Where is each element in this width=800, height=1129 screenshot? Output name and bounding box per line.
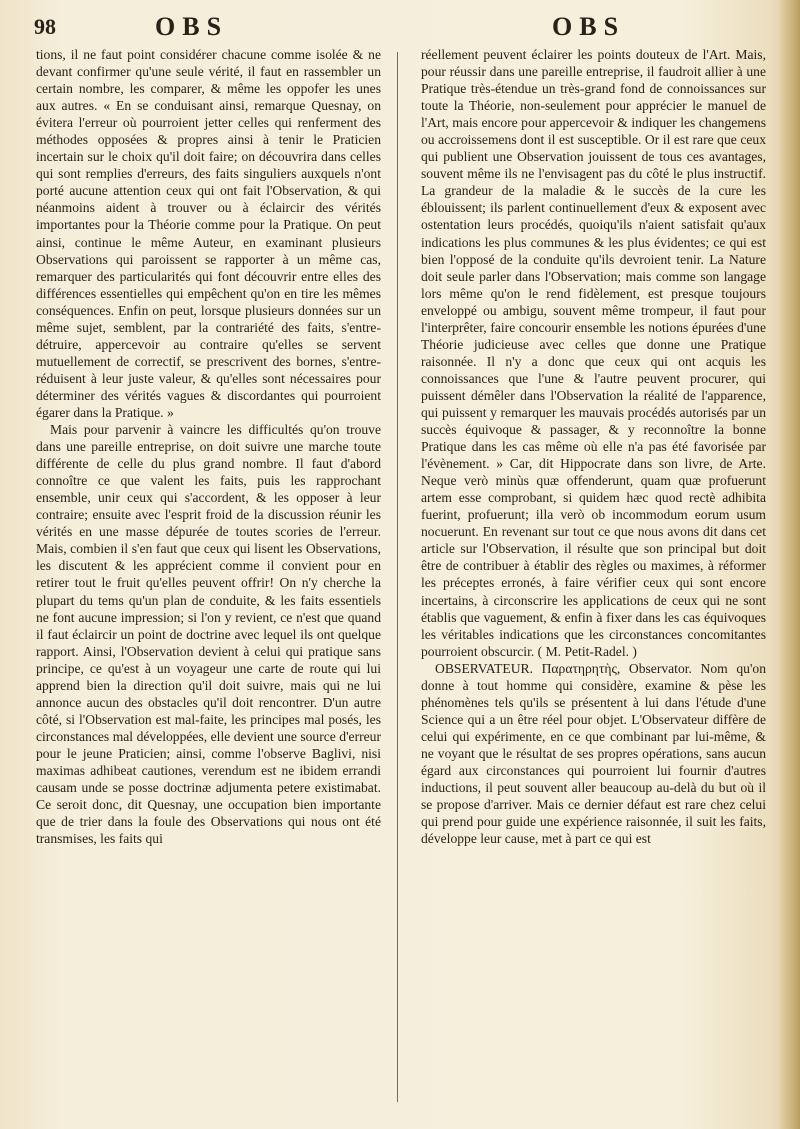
paragraph: OBSERVATEUR. Παρατηρητὴς, Observator. Nom qu'on donne à tout homme qui considère, examine & pèse les phénomènes tels qu'ils se présentent à lui dans l'étude d'une Science qui a un être réel pour objet. L'Observateur diffère de celui qui expérimente, en ce que combinant par lui-même, & ne voyant que le résultat de ses propres opérations, sans aucun égard aux circonstances qui pourroient lui fournir d'autres inductions, il peut souvent aller beaucoup au-delà du but où il se propose d'arriver. Mais ce dernier défaut est rare chez celui qui prend pour guide une expérience raisonnée, il suit les faits, développe leur cause, met à part ce qui est	[421, 660, 766, 847]
right-text-column	[421, 46, 766, 847]
page-edge-shadow	[778, 0, 800, 1129]
running-head-left: OBS	[155, 12, 229, 41]
page-header	[30, 8, 775, 42]
page-number: 98	[34, 14, 56, 39]
column-divider	[397, 52, 398, 1102]
paragraph: Mais pour parvenir à vaincre les difficultés qu'on trouve dans une pareille entreprise, on doit suivre une marche toute différente de celle du plus grand nombre. Il faut d'abord connoître ce que valent les faits, puis les rapprochant ensemble, unir ceux qui s'accordent, & les opposer à leur contraire; ensuite avec l'esprit froid de la discussion réunir les vérités en une masse dépurée de toutes scories de l'erreur. Mais, combien il s'en faut que ceux qui lisent les Observations, les discutent & les apprécient comme il convient pour en retirer tout le fruit qu'elles peuvent offrir! On n'y cherche la plupart du tems qu'un plan de conduite, & les faits essentiels ne font aucune impression; si l'on y revient, ce n'est que quand il faut éclaircir un point de doctrine avec lequel ils ont quelque rapport. Ainsi, l'Observation devient à celui qui pratique sans principe, ce qu'est à un voyageur une carte de route qui lui apprend bien la direction qu'il doit suivre, mais qui ne lui annonce aucun des obstacles qu'il doit rencontrer. D'un autre côté, si l'Observation est mal-faite, les principes mal posés, les circonstances mal développées, elle devient une source d'erreur pour le jeune Praticien; ainsi, comme l'observe Baglivi, nisi maximas adhibeat cautiones, verendum est ne ibidem errandi causam unde se posse doctrinæ adjumenta petere existimabat. Ce seroit donc, dit Quesnay, une occupation bien importante que de trier dans la foule des Observations qui nous ont été transmises, les faits qui	[36, 422, 381, 847]
running-head-right: OBS	[552, 12, 626, 41]
left-text-column	[36, 46, 381, 847]
paragraph: réellement peuvent éclairer les points douteux de l'Art. Mais, pour réussir dans une pareille entreprise, il faudroit allier à une Pratique très-étendue un très-grand fond de connoissances sur toute la Théorie, non-seulement pour apprécier le manuel de l'Art, mais encore pour appercevoir & indiquer les changemens ou accroissemens dont il est susceptible. Or il est rare que ceux qui publient une Observation jouissent de tous ces avantages, souvent même ils ne l'envisagent pas du côté le plus instructif. La grandeur de la maladie & le succès de la cure les éblouissent; ils parlent continuellement d'eux & exposent avec ostentation leurs procédés, quoiqu'ils n'aient satisfait qu'aux indications les plus communes & les plus évidentes; ce qui est bien l'opposé de la conduite qu'ils devroient tenir. La Nature doit seule parler dans l'Observation; mais comme son langage lors même qu'on le rend fidèlement, est presque toujours enveloppé ou ambigu, souvent même trompeur, il faut pour l'interprêter, faire concourir ensemble les notions épurées d'une Théorie judicieuse avec celles que donne une Pratique raisonnée. Il n'y a donc que ceux qui ont acquis les connoissances que l'une & l'autre peuvent procurer, qui puissent démêler dans l'Observation la réalité de l'apparence, qui puissent y remarquer les mauvais procédés autorisés par un succès équivoque & passager, & y reconnoître la bonne Pratique dans les cas même où elle n'a pas été favorisée par l'évènement. » Car, dit Hippocrate dans son livre, de Arte. Neque verò minùs quæ offenderunt, quam quæ profuerunt artem esse comprobant, si quidem hæc quod rectè adhibita fuerint, profuerunt; illa verò ob incommodum eorum usum nocuerunt. En revenant sur tout ce que nous avons dit dans cet article sur l'Observation, il résulte que son principal but doit être de contribuer à établir des règles ou maximes, à réformer les préceptes erronés, à faire vérifier ceux qui sont encore incertains, à circonscrire les applications de ceux qui ne sont établis que vaguement, & enfin à fixer dans les cas équivoques les véritables indications que les circonstances concomitantes pourroient obscurcir. ( M. Petit-Radel. )	[421, 47, 766, 659]
paragraph: tions, il ne faut point considérer chacune comme isolée & ne devant confirmer qu'une seule vérité, il faut en rassembler un certain nombre, les comparer, & même les oppofer les unes aux autres. « En se conduisant ainsi, remarque Quesnay, on évitera l'erreur où pourroient jetter celles qui renferment des méthodes opposées & propres ainsi à tenir le Praticien incertain sur le choix qu'il doit faire; on découvrira dans celles qui sont remplies d'erreurs, des faits singuliers auxquels n'ont porté aucune attention ceux qui ont fait l'Observation, & qui néanmoins aident à trouver ou à éclaircir des vérités importantes pour la Théorie comme pour la Pratique. On peut ainsi, continue le même Auteur, en examinant plusieurs Observations qui paroissent se rapporter à un même cas, remarquer des particularités qui font découvrir entre elles des différences essentielles qui empêchent qu'on en tire les mêmes conséquences. Enfin on peut, lorsque plusieurs données sur un même sujet, semblent, par la contrariété des faits, s'entre-détruire, appercevoir au contraire qu'elles se servent mutuellement de correctif, se prescrivent des bornes, s'entre-réduisent à leur juste valeur, & qu'elles sont nécessaires pour déterminer des vérités vagues & discordantes qui pourroient égarer dans la Pratique. »	[36, 47, 381, 420]
